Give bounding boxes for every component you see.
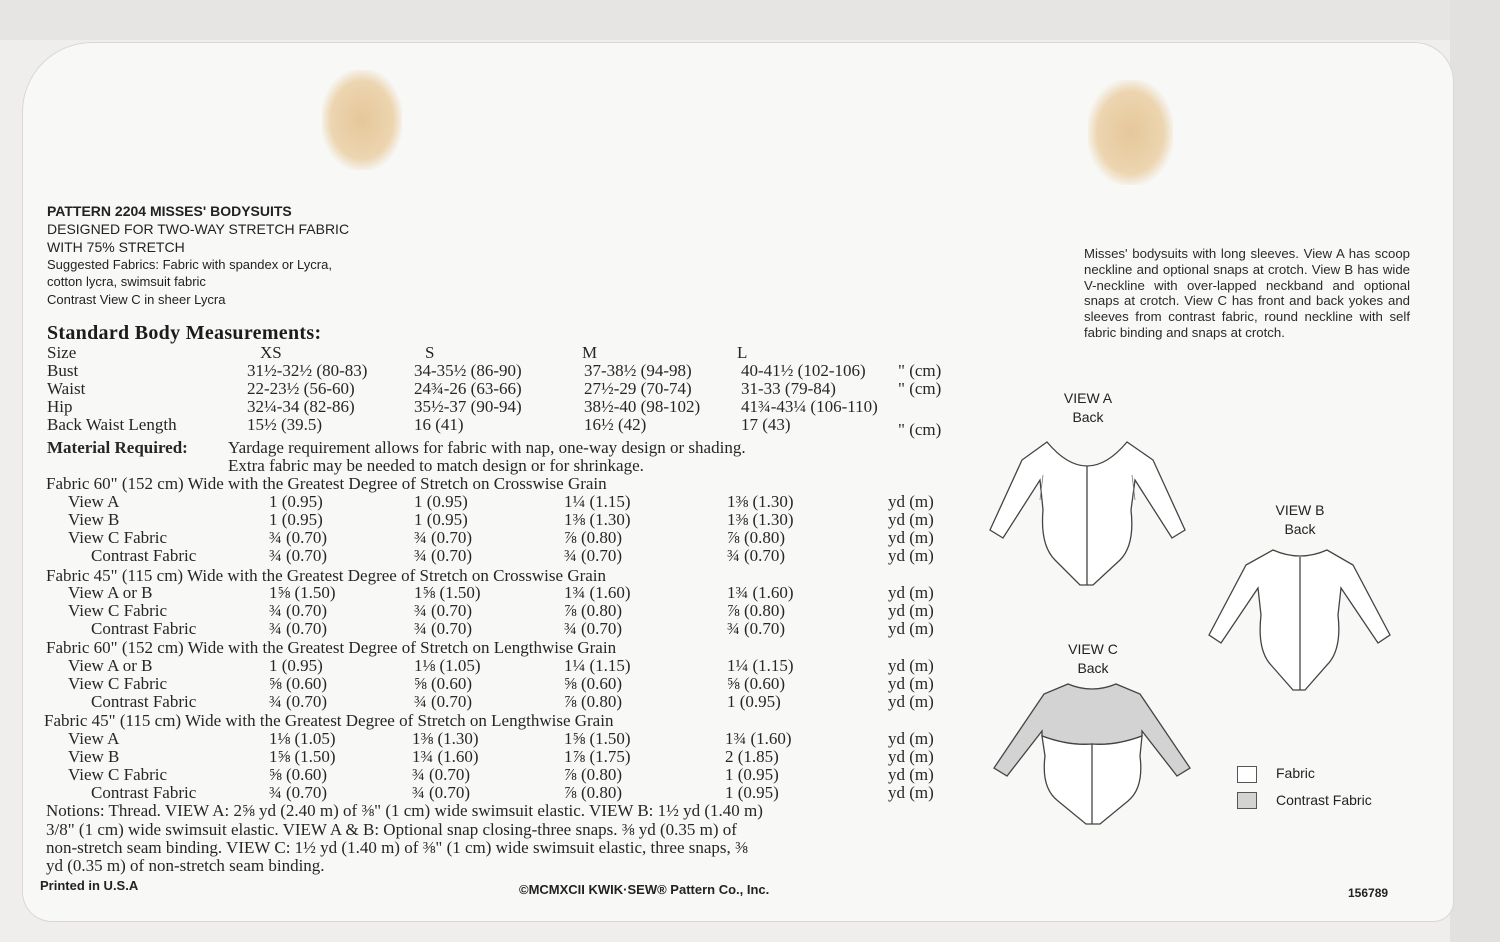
value-s: 24¾-26 (63-66) <box>414 379 522 398</box>
value-m: ⅞ (0.80) <box>564 765 623 784</box>
value-xs: 1⅛ (1.05) <box>269 729 336 748</box>
legend-fabric-label: Fabric <box>1276 765 1315 781</box>
unit-label: yd (m) <box>888 783 934 802</box>
value-xs: 1⅝ (1.50) <box>269 747 336 766</box>
row-label: Contrast Fabric <box>91 546 197 565</box>
value-l: ⅞ (0.80) <box>727 601 786 620</box>
value-s: 1⅛ (1.05) <box>414 656 481 675</box>
unit-label: " (cm) <box>898 379 942 398</box>
notions-line-3: non-stretch seam binding. VIEW C: 1½ yd (1.40 m) of ⅜" (1 cm) wide swimsuit elastic, three snaps, ⅜ <box>46 838 748 857</box>
value-xs: 1 (0.95) <box>269 656 323 675</box>
unit-label: yd (m) <box>888 747 934 766</box>
value-l: ⅝ (0.60) <box>727 674 786 693</box>
value-m: ¾ (0.70) <box>564 619 623 638</box>
material-line-2: Extra fabric may be needed to match design or for shrinkage. <box>228 456 644 475</box>
notions-line-1: Notions: Thread. VIEW A: 2⅝ yd (2.40 m) of ⅜" (1 cm) wide swimsuit elastic. VIEW B: 1½ yd (1.40 m) <box>46 801 763 820</box>
pattern-code: 156789 <box>1348 886 1389 900</box>
unit-label: yd (m) <box>888 528 934 547</box>
view-a-sub: Back <box>1072 409 1104 425</box>
value-s: ¾ (0.70) <box>414 546 473 565</box>
value-xs: ¾ (0.70) <box>269 619 328 638</box>
value-m: 1⅝ (1.50) <box>564 729 631 748</box>
value-xs: ⅝ (0.60) <box>269 674 328 693</box>
value-s: 1¾ (1.60) <box>412 747 479 766</box>
view-c-title: VIEW C <box>1068 641 1118 657</box>
unit-label: yd (m) <box>888 601 934 620</box>
stain-right <box>1088 80 1173 185</box>
legend-contrast-label: Contrast Fabric <box>1276 792 1372 808</box>
value-m: ⅞ (0.80) <box>564 528 623 547</box>
row-label: Waist <box>47 379 86 398</box>
header-line-5: cotton lycra, swimsuit fabric <box>47 274 206 289</box>
unit-label: yd (m) <box>888 619 934 638</box>
value-l: 41¾-43¼ (106-110) <box>741 397 878 416</box>
size-s: S <box>425 343 435 362</box>
value-xs: 32¼-34 (82-86) <box>247 397 355 416</box>
value-s: 1⅜ (1.30) <box>412 729 479 748</box>
measurements-title: Standard Body Measurements: <box>47 322 322 344</box>
value-l: 1¾ (1.60) <box>727 583 794 602</box>
size-m: M <box>582 343 598 362</box>
value-l: 1¾ (1.60) <box>725 729 792 748</box>
value-xs: ⅝ (0.60) <box>269 765 328 784</box>
value-xs: ¾ (0.70) <box>269 546 328 565</box>
value-l: ¾ (0.70) <box>727 619 786 638</box>
value-s: 35½-37 (90-94) <box>414 397 522 416</box>
value-xs: 1 (0.95) <box>269 510 323 529</box>
unit-label: yd (m) <box>888 765 934 784</box>
value-xs: ¾ (0.70) <box>269 692 328 711</box>
row-label: View B <box>68 747 120 766</box>
row-label: Bust <box>47 361 79 380</box>
header-line-4: Suggested Fabrics: Fabric with spandex or Lycra, <box>47 257 332 272</box>
value-m: 1⅞ (1.75) <box>564 747 631 766</box>
group-heading: Fabric 45" (115 cm) Wide with the Greatest Degree of Stretch on Crosswise Grain <box>46 566 607 585</box>
value-m: ⅝ (0.60) <box>564 674 623 693</box>
value-s: 16 (41) <box>414 415 464 434</box>
value-l: 40-41½ (102-106) <box>741 361 866 380</box>
row-label: Contrast Fabric <box>91 783 197 802</box>
pattern-description: Misses' bodysuits with long sleeves. View A has scoop neckline and optional snaps at crotch. View B has wide V-neckline with over-lapped neckband and optional snaps at crotch. View C has front and back yokes and sleeves from contrast fabric, round neckline with self fabric binding and snaps at crotch. <box>1084 246 1410 340</box>
unit-label: yd (m) <box>888 729 934 748</box>
value-s: 34-35½ (86-90) <box>414 361 522 380</box>
copyright: ©MCMXCII KWIK·SEW® Pattern Co., Inc. <box>519 882 770 897</box>
material-title: Material Required: <box>47 438 188 457</box>
header-line-6: Contrast View C in sheer Lycra <box>47 292 226 307</box>
value-xs: 1⅝ (1.50) <box>269 583 336 602</box>
size-xs: XS <box>260 343 282 362</box>
value-xs: 31½-32½ (80-83) <box>247 361 368 380</box>
unit-label: yd (m) <box>888 583 934 602</box>
group-heading: Fabric 60" (152 cm) Wide with the Greatest Degree of Stretch on Crosswise Grain <box>46 474 607 493</box>
value-xs: ¾ (0.70) <box>269 528 328 547</box>
value-s: ¾ (0.70) <box>414 601 473 620</box>
value-m: 37-38½ (94-98) <box>584 361 692 380</box>
value-m: 1¾ (1.60) <box>564 583 631 602</box>
value-s: ⅝ (0.60) <box>414 674 473 693</box>
pattern-title: PATTERN 2204 MISSES' BODYSUITS <box>47 203 292 219</box>
row-label: Contrast Fabric <box>91 619 197 638</box>
value-l: 31-33 (79-84) <box>741 379 836 398</box>
unit-label: yd (m) <box>888 546 934 565</box>
value-l: 1 (0.95) <box>725 783 779 802</box>
row-label: View C Fabric <box>68 765 168 784</box>
row-label: View A <box>68 492 120 511</box>
value-m: 16½ (42) <box>584 415 647 434</box>
legend-contrast-swatch <box>1237 792 1257 809</box>
view-b-title: VIEW B <box>1275 502 1325 518</box>
value-s: ¾ (0.70) <box>412 765 471 784</box>
view-a-title: VIEW A <box>1063 390 1113 406</box>
right-edge <box>1450 0 1500 942</box>
view-c-sketch <box>990 676 1195 826</box>
value-m: 1⅜ (1.30) <box>564 510 631 529</box>
value-s: 1⅝ (1.50) <box>414 583 481 602</box>
value-m: ⅞ (0.80) <box>564 783 623 802</box>
notions-line-4: yd (0.35 m) of non-stretch seam binding. <box>46 856 325 875</box>
row-label: View A <box>68 729 120 748</box>
value-m: ⅞ (0.80) <box>564 601 623 620</box>
legend-fabric-swatch <box>1237 766 1257 783</box>
notions-line-2: 3/8" (1 cm) wide swimsuit elastic. VIEW A & B: Optional snap closing-three snaps. ⅜ yd (0.35 m) of <box>46 820 737 839</box>
value-xs: ¾ (0.70) <box>269 601 328 620</box>
row-label: View A or B <box>68 583 153 602</box>
unit-label: yd (m) <box>888 510 934 529</box>
group-heading: Fabric 60" (152 cm) Wide with the Greatest Degree of Stretch on Lengthwise Grain <box>46 638 617 657</box>
value-l: 1⅜ (1.30) <box>727 510 794 529</box>
row-label: Contrast Fabric <box>91 692 197 711</box>
view-a-sketch <box>985 430 1190 590</box>
printed-in: Printed in U.S.A <box>40 878 139 893</box>
value-l: ¾ (0.70) <box>727 546 786 565</box>
row-label: View C Fabric <box>68 528 168 547</box>
value-xs: 22-23½ (56-60) <box>247 379 355 398</box>
row-label: Back Waist Length <box>47 415 177 434</box>
value-xs: ¾ (0.70) <box>269 783 328 802</box>
value-l: 2 (1.85) <box>725 747 779 766</box>
size-l: L <box>737 343 748 362</box>
row-label: Hip <box>47 397 73 416</box>
material-line-1: Yardage requirement allows for fabric with nap, one-way design or shading. <box>228 438 746 457</box>
value-l: ⅞ (0.80) <box>727 528 786 547</box>
view-b-sub: Back <box>1284 521 1316 537</box>
size-label: Size <box>47 343 77 362</box>
row-label: View B <box>68 510 120 529</box>
value-m: ¾ (0.70) <box>564 546 623 565</box>
group-heading: Fabric 45" (115 cm) Wide with the Greatest Degree of Stretch on Lengthwise Grain <box>44 711 614 730</box>
unit-label: yd (m) <box>888 674 934 693</box>
value-l: 1⅜ (1.30) <box>727 492 794 511</box>
view-b-sketch <box>1205 540 1395 695</box>
unit-label: " (cm) <box>898 361 942 380</box>
value-s: 1 (0.95) <box>414 492 468 511</box>
value-m: 38½-40 (98-102) <box>584 397 701 416</box>
top-flap <box>0 0 1500 40</box>
header-line-3: WITH 75% STRETCH <box>47 239 185 255</box>
value-l: 1 (0.95) <box>725 765 779 784</box>
row-label: View C Fabric <box>68 674 168 693</box>
value-l: 17 (43) <box>741 415 791 434</box>
value-m: 1¼ (1.15) <box>564 656 631 675</box>
unit-label: " (cm) <box>898 420 942 439</box>
view-c-sub: Back <box>1077 660 1109 676</box>
value-xs: 1 (0.95) <box>269 492 323 511</box>
value-s: ¾ (0.70) <box>414 692 473 711</box>
value-s: ¾ (0.70) <box>414 528 473 547</box>
value-m: 27½-29 (70-74) <box>584 379 692 398</box>
value-s: ¾ (0.70) <box>414 619 473 638</box>
view-b-label <box>1255 501 1345 539</box>
value-l: 1¼ (1.15) <box>727 656 794 675</box>
value-l: 1 (0.95) <box>727 692 781 711</box>
stain-left <box>322 70 402 170</box>
value-m: ⅞ (0.80) <box>564 692 623 711</box>
unit-label: yd (m) <box>888 492 934 511</box>
row-label: View A or B <box>68 656 153 675</box>
value-xs: 15½ (39.5) <box>247 415 323 434</box>
value-s: 1 (0.95) <box>414 510 468 529</box>
row-label: View C Fabric <box>68 601 168 620</box>
unit-label: yd (m) <box>888 692 934 711</box>
value-s: ¾ (0.70) <box>412 783 471 802</box>
view-a-label <box>1043 389 1133 427</box>
header-line-2: DESIGNED FOR TWO-WAY STRETCH FABRIC <box>47 221 350 237</box>
value-m: 1¼ (1.15) <box>564 492 631 511</box>
view-c-label <box>1048 640 1138 678</box>
unit-label: yd (m) <box>888 656 934 675</box>
